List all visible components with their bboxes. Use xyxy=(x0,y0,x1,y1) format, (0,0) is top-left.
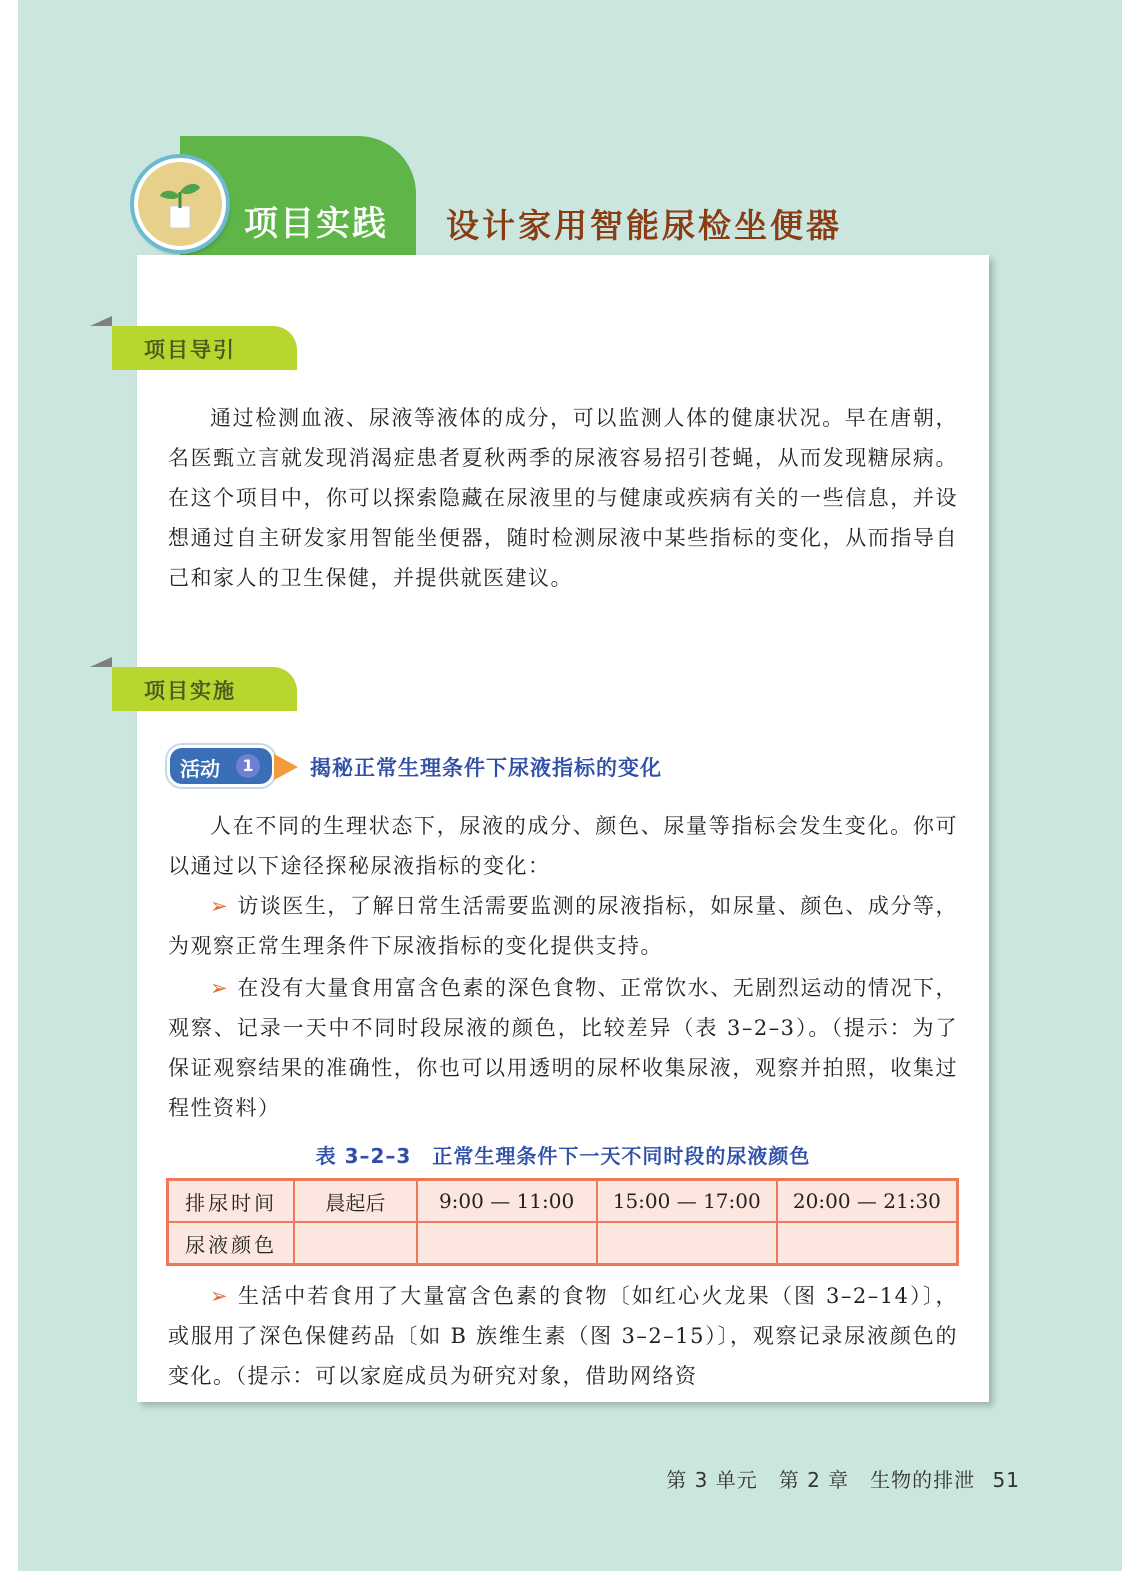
bullet-item xyxy=(168,886,958,966)
time-slot-cell: 晨起后 xyxy=(294,1180,416,1223)
table-caption: 表 3–2–3 正常生理条件下一天不同时段的尿液颜色 xyxy=(315,1144,811,1168)
activity-number: 1 xyxy=(236,754,260,778)
page-edge-strip xyxy=(0,0,18,1571)
bullet-arrow-icon: ➢ xyxy=(210,894,230,918)
bullet-text: 生活中若食用了大量富含色素的食物〔如红心火龙果（图 3–2–14）〕，或服用了深色保健药品〔如 B 族维生素（图 3–2–15）〕，观察记录尿液颜色的变化。（提示：可以家庭成员为研究对象，借助网络资 xyxy=(168,1284,958,1388)
activity-intro: 人在不同的生理状态下，尿液的成分、颜色、尿量等指标会发生变化。你可以通过以下途径探秘尿液指标的变化： xyxy=(168,814,958,878)
activity-title: 揭秘正常生理条件下尿液指标的变化 xyxy=(310,756,662,780)
page-title: 设计家用智能尿检坐便器 xyxy=(446,206,842,245)
time-slot-cell: 20:00 — 21:30 xyxy=(777,1180,958,1223)
page-number: 51 xyxy=(992,1468,1020,1492)
section-label-implementation: 项目实施 xyxy=(144,679,236,703)
color-cell xyxy=(597,1222,777,1265)
bullet-item xyxy=(168,968,958,1128)
table-row xyxy=(168,1180,958,1223)
color-cell xyxy=(294,1222,416,1265)
guide-paragraph: 通过检测血液、尿液等液体的成分，可以监测人体的健康状况。早在唐朝，名医甄立言就发现消渴症患者夏秋两季的尿液容易招引苍蝇，从而发现糖尿病。在这个项目中，你可以探索隐藏在尿液里的与健康或疾病有关的一些信息，并设想通过自主研发家用智能坐便器，随时检测尿液中某些指标的变化，从而指导自己和家人的卫生保健，并提供就医建议。 xyxy=(168,406,958,590)
row-header-color: 尿液颜色 xyxy=(168,1222,295,1265)
table-row xyxy=(168,1222,958,1265)
color-cell xyxy=(417,1222,597,1265)
bullet-text: 在没有大量食用富含色素的深色食物、正常饮水、无剧烈运动的情况下，观察、记录一天中不同时段尿液的颜色，比较差异（表 3–2–3）。（提示：为了保证观察结果的准确性，你也可以用透明的尿杯收集尿液，观察并拍照，收集过程性资料） xyxy=(168,976,958,1120)
bullet-arrow-icon: ➢ xyxy=(210,1284,230,1308)
activity-badge xyxy=(170,748,272,784)
urine-color-table xyxy=(166,1178,959,1266)
activity-badge-label: 活动 xyxy=(180,757,220,781)
section-tab-guide xyxy=(112,326,297,370)
header-tab-label: 项目实践 xyxy=(244,204,388,244)
activity-arrow-icon xyxy=(274,754,298,780)
bullet-arrow-icon: ➢ xyxy=(210,976,230,1000)
time-slot-cell: 15:00 — 17:00 xyxy=(597,1180,777,1223)
row-header-time: 排尿时间 xyxy=(168,1180,295,1223)
color-cell xyxy=(777,1222,958,1265)
bullet-item xyxy=(168,1276,958,1396)
plant-pot-icon xyxy=(134,158,226,250)
section-tab-implementation xyxy=(112,667,297,711)
bullet-text: 访谈医生，了解日常生活需要监测的尿液指标，如尿量、颜色、成分等，为观察正常生理条件下尿液指标的变化提供支持。 xyxy=(168,894,958,958)
page-footer xyxy=(600,1464,1020,1493)
section-label-guide: 项目导引 xyxy=(144,338,236,362)
time-slot-cell: 9:00 — 11:00 xyxy=(417,1180,597,1223)
footer-text: 第 3 单元 第 2 章 生物的排泄 xyxy=(666,1468,976,1492)
